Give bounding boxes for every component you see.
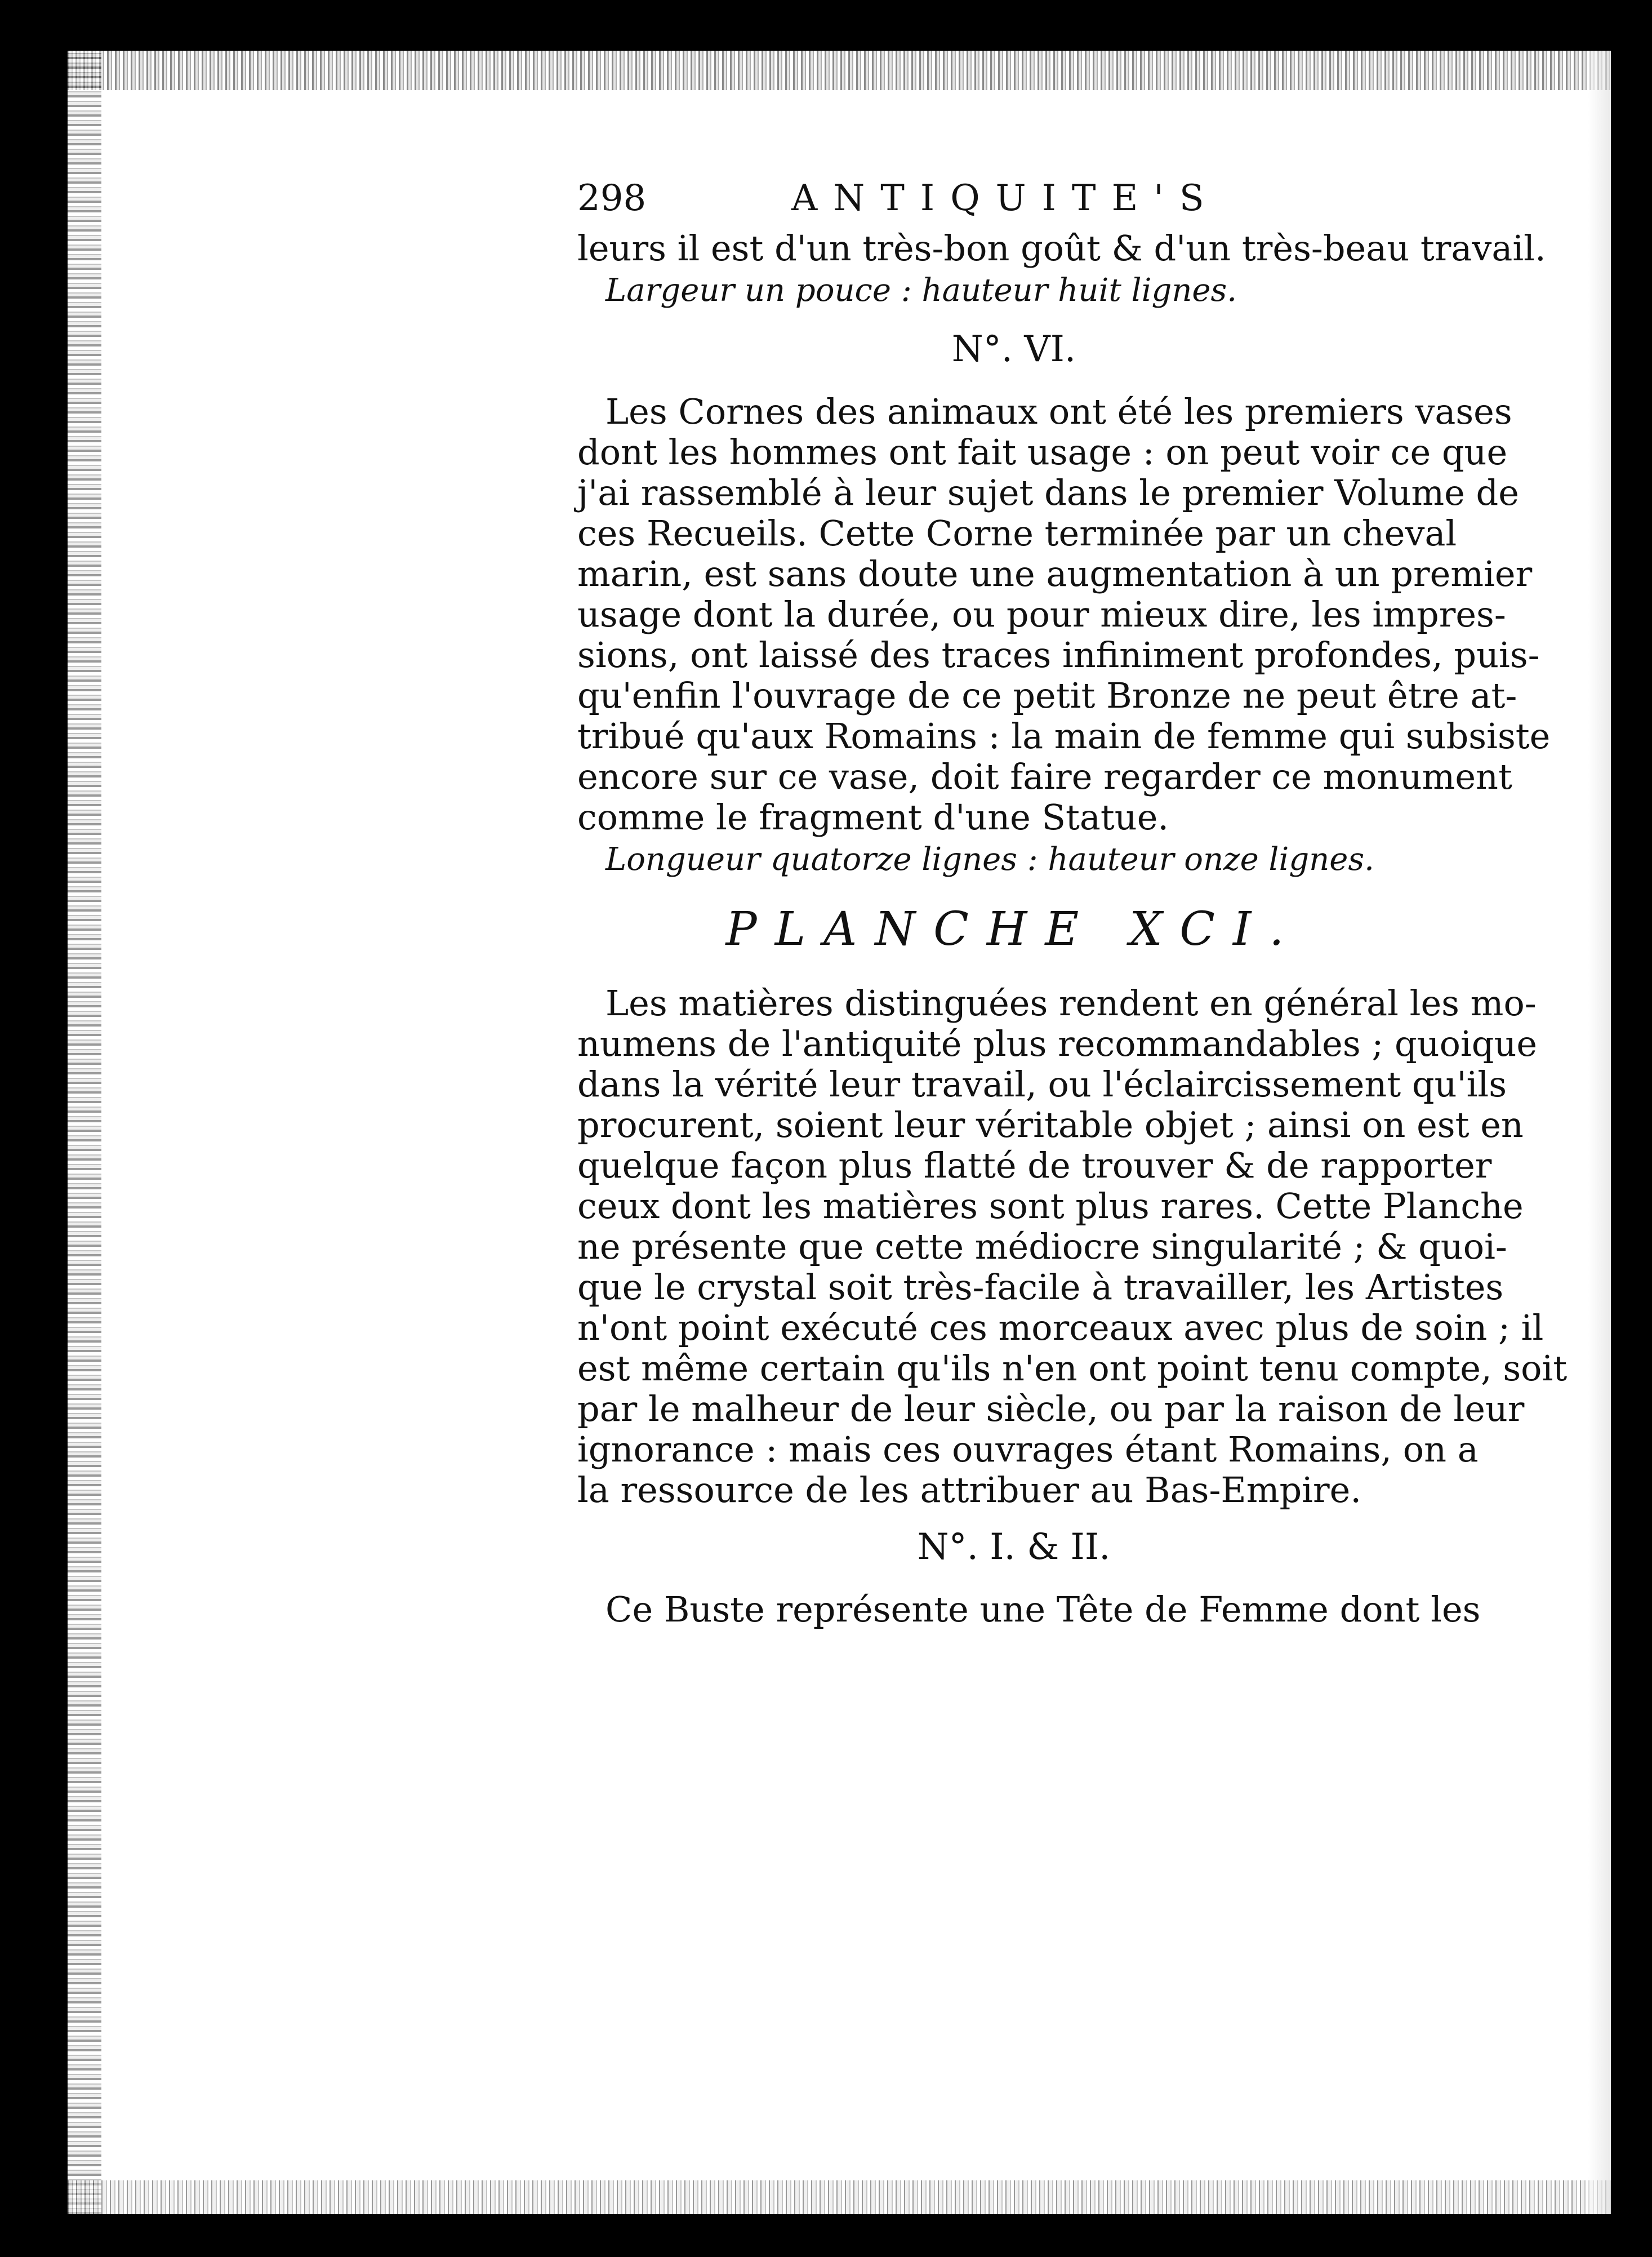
text-line: qu'enfin l'ouvrage de ce petit Bronze ne peut être at- (577, 675, 1517, 716)
text-line: ces Recueils. Cette Corne terminée par un cheval (577, 513, 1457, 554)
section-heading: N°. I. & II. (917, 1526, 1111, 1568)
section-heading: N°. VI. (951, 328, 1076, 370)
text-line: numens de l'antiquité plus recommandables ; quoique (577, 1023, 1538, 1064)
text-line: dans la vérité leur travail, ou l'éclaircissement qu'ils (577, 1064, 1507, 1105)
text-line: j'ai rassemblé à leur sujet dans le premier Volume de (577, 472, 1519, 513)
paragraph (577, 983, 1568, 1510)
page-number: 298 (577, 177, 647, 219)
scan-edge-top (68, 51, 1611, 90)
scan-edge-right (1588, 51, 1611, 2214)
running-title: ANTIQUITE'S (791, 177, 1220, 219)
scan-edge-bottom (68, 2180, 1611, 2214)
plate-heading: PLANCHE XCI. (725, 903, 1302, 956)
running-head (577, 177, 1450, 228)
text-line: que le crystal soit très-facile à travailler, les Artistes (577, 1267, 1504, 1308)
text-line: procurent, soient leur véritable objet ; ainsi on est en (577, 1104, 1524, 1145)
text-line: n'ont point exécuté ces morceaux avec plus de soin ; il (577, 1307, 1544, 1348)
text-line: sions, ont laissé des traces infiniment profondes, puis- (577, 634, 1540, 676)
measurement-note: Longueur quatorze lignes : hauteur onze lignes. (605, 841, 1374, 878)
text-line: comme le fragment d'une Statue. (577, 797, 1169, 838)
text-line: ignorance : mais ces ouvrages étant Romains, on a (577, 1429, 1479, 1470)
paragraph (577, 391, 1551, 838)
text-line: ceux dont les matières sont plus rares. Cette Planche (577, 1185, 1524, 1227)
text-line: marin, est sans doute une augmentation à un premier (577, 553, 1533, 594)
text-line: est même certain qu'ils n'en ont point tenu compte, soit (577, 1348, 1568, 1389)
text-line: Ce Buste représente une Tête de Femme dont les (605, 1589, 1481, 1630)
text-line: leurs il est d'un très-bon goût & d'un très-beau travail. (577, 228, 1546, 269)
text-line: quelque façon plus flatté de trouver & de rapporter (577, 1145, 1492, 1186)
text-line: Les matières distinguées rendent en général les mo- (605, 983, 1537, 1024)
text-line: dont les hommes ont fait usage : on peut voir ce que (577, 432, 1508, 473)
text-line: la ressource de les attribuer au Bas-Empire. (577, 1469, 1362, 1510)
text-line: tribué qu'aux Romains : la main de femme qui subsiste (577, 716, 1551, 757)
text-line: ne présente que cette médiocre singularité ; & quoi- (577, 1226, 1507, 1267)
scan-edge-left (68, 51, 101, 2214)
text-line: encore sur ce vase, doit faire regarder ce monument (577, 756, 1512, 797)
text-line: par le malheur de leur siècle, ou par la raison de leur (577, 1388, 1525, 1429)
text-block (577, 177, 1568, 1630)
text-line: usage dont la durée, ou pour mieux dire, les impres- (577, 594, 1506, 635)
text-line: Les Cornes des animaux ont été les premiers vases (605, 391, 1512, 432)
measurement-note: Largeur un pouce : hauteur huit lignes. (605, 272, 1237, 309)
